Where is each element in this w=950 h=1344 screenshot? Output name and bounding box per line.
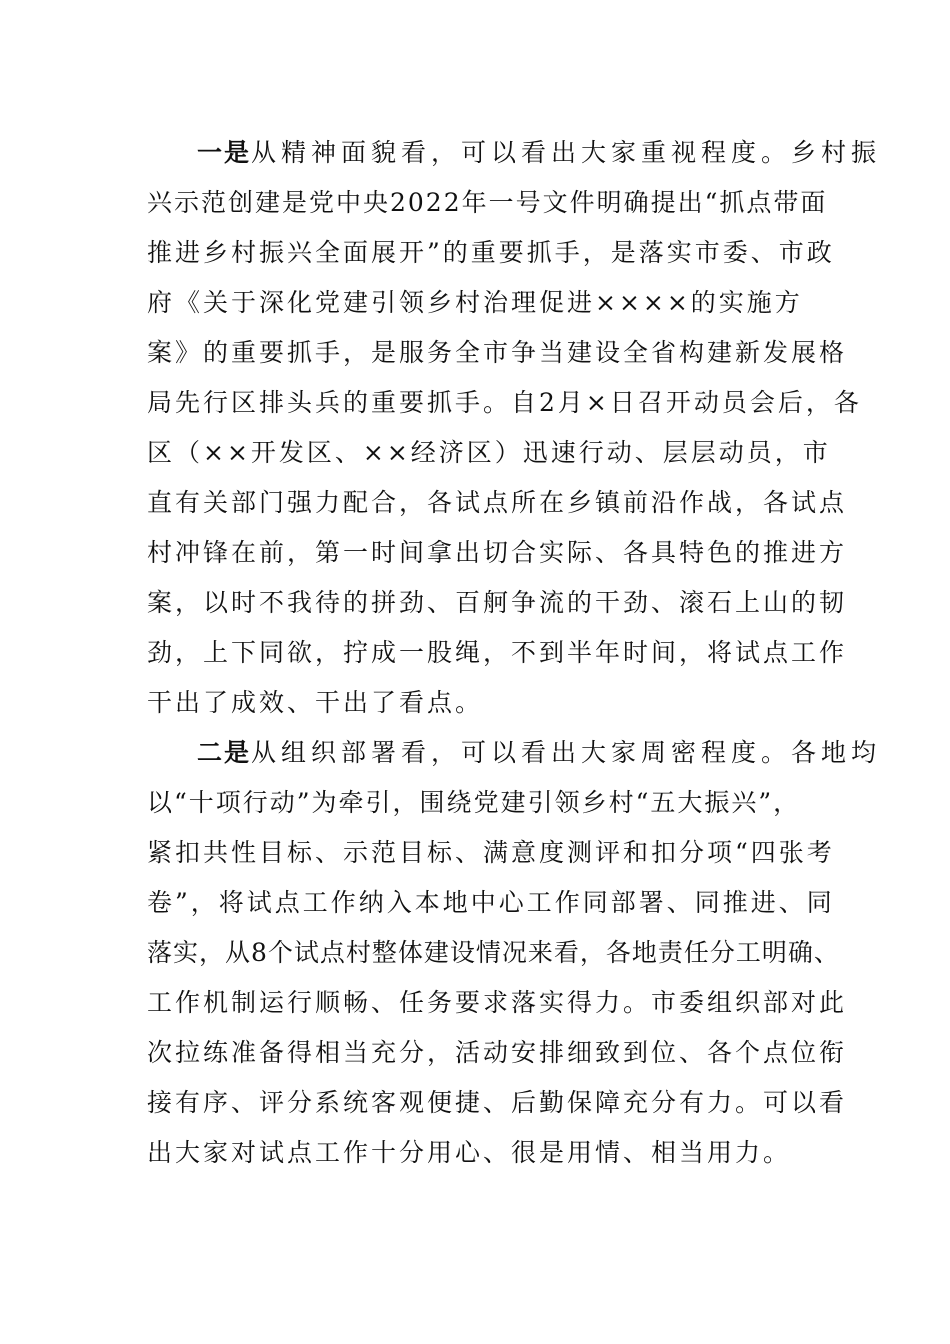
paragraph-2-line-5: 落实，从8个试点村整体建设情况来看，各地责任分工明确、 [147,938,840,967]
paragraph-1-line-5: 案》的重要抓手，是服务全市争当建设全省构建新发展格 [147,338,848,367]
paragraph-1-line-1-text: 从精神面貌看，可以看出大家重视程度。乡村振 [251,138,882,167]
paragraph-2-line-9: 出大家对试点工作十分用心、很是用情、相当用力。 [147,1138,792,1167]
paragraph-2-line-8: 接有序、评分系统客观便捷、后勤保障充分有力。可以看 [147,1088,848,1117]
paragraph-1-line-9: 村冲锋在前，第一时间拿出切合实际、各具特色的推进方 [147,538,848,567]
paragraph-1-line-1 [197,138,881,168]
paragraph-2-lead: 二是 [197,738,252,767]
paragraph-1-line-10: 案，以时不我待的拼劲、百舸争流的干劲、滚石上山的韧 [147,588,848,617]
paragraph-2-line-3: 紧扣共性目标、示范目标、满意度测评和扣分项“四张考 [147,838,835,867]
paragraph-1-line-12: 干出了成效、干出了看点。 [147,688,484,717]
paragraph-2-line-6: 工作机制运行顺畅、任务要求落实得力。市委组织部对此 [147,988,848,1017]
paragraph-1-line-2: 兴示范创建是党中央2022年一号文件明确提出“抓点带面 [147,188,828,217]
paragraph-2-line-1-text: 从组织部署看，可以看出大家周密程度。各地均 [251,738,882,767]
paragraph-2-line-2: 以“十项行动”为牵引，围绕党建引领乡村“五大振兴”， [147,788,801,817]
paragraph-1-lead: 一是 [197,138,252,167]
paragraph-1-line-11: 劲，上下同欲，拧成一股绳，不到半年时间，将试点工作 [147,638,848,667]
paragraph-1-line-8: 直有关部门强力配合，各试点所在乡镇前沿作战，各试点 [147,488,848,517]
paragraph-1-line-6: 局先行区排头兵的重要抓手。自2月×日召开动员会后，各 [147,388,862,417]
paragraph-1-line-3: 推进乡村振兴全面展开”的重要抓手，是落实市委、市政 [147,238,835,267]
paragraph-1-line-7: 区（××开发区、××经济区）迅速行动、层层动员，市 [147,438,831,467]
paragraph-2-line-1 [197,738,881,768]
paragraph-2-line-7: 次拉练准备得相当充分，活动安排细致到位、各个点位衔 [147,1038,848,1067]
paragraph-1-line-4: 府《关于深化党建引领乡村治理促进××××的实施方 [147,288,803,317]
paragraph-2-line-4: 卷”，将试点工作纳入本地中心工作同部署、同推进、同 [147,888,835,917]
